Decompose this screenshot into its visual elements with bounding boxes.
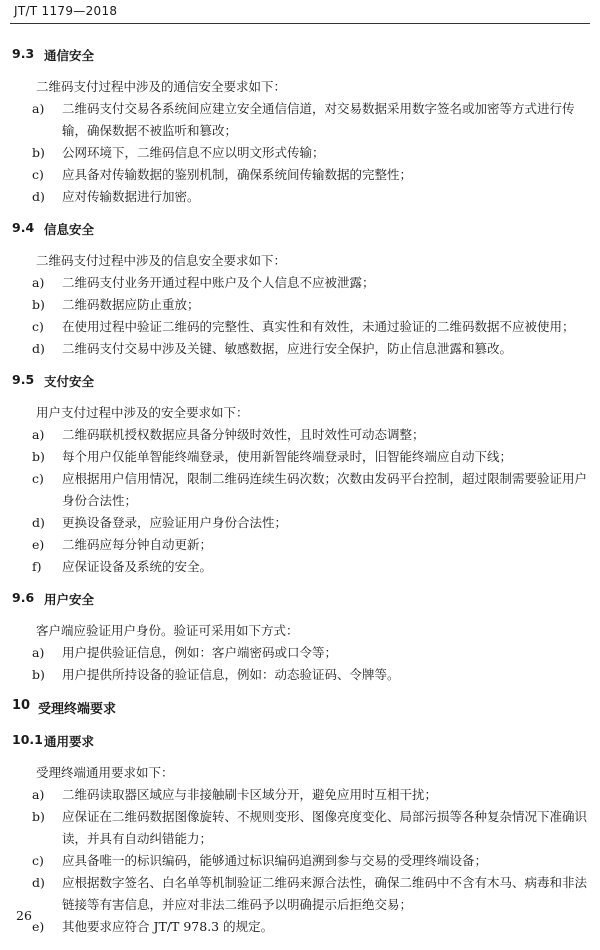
item-text: 二维码联机授权数据应具备分钟级时效性，且时效性可动态调整；	[62, 427, 425, 442]
chapter-heading-10	[0, 698, 600, 720]
section-title: 用户安全	[44, 592, 95, 607]
item-text: 二维码数据应防止重放；	[62, 297, 200, 312]
list-item	[0, 424, 600, 446]
section-intro: 二维码支付过程中涉及的信息安全要求如下：	[36, 253, 287, 268]
section-heading-9-4	[0, 220, 600, 240]
item-marker: c)	[32, 319, 44, 334]
document-code: JT/T 1179—2018	[14, 4, 118, 18]
requirement-list-9-5	[0, 424, 600, 578]
section-number: 9.5	[12, 372, 35, 387]
list-item	[0, 556, 600, 578]
section-intro: 用户支付过程中涉及的安全要求如下：	[36, 405, 249, 420]
section-intro: 二维码支付过程中涉及的通信安全要求如下：	[36, 79, 287, 94]
item-marker: a)	[32, 427, 45, 442]
item-text: 应根据用户信用情况，限制二维码连续生码次数；次数由发码平台控制，超过限制需要验证用户身份合法性；	[62, 471, 588, 508]
list-item	[0, 98, 600, 142]
item-marker: b)	[32, 667, 45, 682]
section-title: 支付安全	[44, 374, 95, 389]
requirement-list-9-6	[0, 642, 600, 686]
item-marker: e)	[32, 919, 45, 934]
item-text: 二维码应每分钟自动更新；	[62, 537, 213, 552]
chapter-title: 受理终端要求	[38, 702, 117, 717]
item-text: 二维码读取器区域应与非接触刷卡区域分开，避免应用时互相干扰；	[62, 787, 438, 802]
item-text: 每个用户仅能单智能终端登录，使用新智能终端登录时，旧智能终端应自动下线；	[62, 449, 513, 464]
section-intro: 受理终端通用要求如下：	[36, 765, 174, 780]
item-marker: d)	[32, 875, 45, 890]
item-marker: d)	[32, 341, 45, 356]
item-marker: f)	[32, 559, 42, 574]
section-heading-9-6	[0, 590, 600, 610]
section-number: 9.6	[12, 590, 35, 605]
list-item	[0, 872, 600, 916]
item-marker: b)	[32, 449, 45, 464]
list-item	[0, 272, 600, 294]
item-marker: a)	[32, 645, 45, 660]
section-heading-9-3	[0, 46, 600, 66]
item-marker: d)	[32, 515, 45, 530]
list-item	[0, 806, 600, 850]
item-text: 公网环境下，二维码信息不应以明文形式传输；	[62, 145, 325, 160]
item-marker: a)	[32, 787, 45, 802]
item-marker: b)	[32, 145, 45, 160]
item-marker: c)	[32, 471, 44, 486]
document-body	[0, 46, 600, 950]
section-title: 通信安全	[44, 48, 95, 63]
requirement-list-10-1	[0, 784, 600, 938]
page-number: 26	[16, 908, 32, 923]
item-marker: a)	[32, 101, 45, 116]
section-number: 10.1	[12, 732, 43, 747]
list-item	[0, 142, 600, 164]
list-item	[0, 664, 600, 686]
section-heading-9-5	[0, 372, 600, 392]
requirement-list-9-3	[0, 98, 600, 208]
section-title: 信息安全	[44, 222, 95, 237]
item-marker: c)	[32, 853, 44, 868]
header-rule	[10, 23, 590, 24]
item-marker: c)	[32, 167, 44, 182]
list-item	[0, 294, 600, 316]
item-text: 其他要求应符合 JT/T 978.3 的规定。	[62, 919, 274, 934]
list-item	[0, 642, 600, 664]
item-text: 二维码支付交易中涉及关键、敏感数据，应进行安全保护，防止信息泄露和篡改。	[62, 341, 513, 356]
item-text: 二维码支付交易各系统间应建立安全通信信道，对交易数据采用数字签名或加密等方式进行传输，确保数据不被监听和篡改；	[62, 101, 575, 138]
requirement-list-9-4	[0, 272, 600, 360]
section-number: 9.4	[12, 220, 35, 235]
list-item	[0, 512, 600, 534]
section-intro: 客户端应验证用户身份。验证可采用如下方式：	[36, 623, 299, 638]
chapter-number: 10	[12, 698, 31, 713]
list-item	[0, 534, 600, 556]
item-marker: b)	[32, 297, 45, 312]
section-heading-10-1	[0, 732, 600, 752]
item-text: 更换设备登录，应验证用户身份合法性；	[62, 515, 288, 530]
item-text: 用户提供所持设备的验证信息，例如：动态验证码、令牌等。	[62, 667, 400, 682]
item-text: 二维码支付业务开通过程中账户及个人信息不应被泄露；	[62, 275, 375, 290]
item-text: 应保证设备及系统的安全。	[62, 559, 213, 574]
list-item	[0, 186, 600, 208]
item-marker: b)	[32, 809, 45, 824]
section-title: 通用要求	[44, 734, 95, 749]
list-item	[0, 338, 600, 360]
list-item	[0, 850, 600, 872]
list-item	[0, 164, 600, 186]
item-text: 应对传输数据进行加密。	[62, 189, 200, 204]
item-marker: e)	[32, 537, 45, 552]
item-marker: d)	[32, 189, 45, 204]
item-text: 应保证在二维码数据图像旋转、不规则变形、图像亮度变化、局部污损等各种复杂情况下准确识读，并具有自动纠错能力；	[62, 809, 588, 846]
list-item	[0, 446, 600, 468]
section-number: 9.3	[12, 46, 35, 61]
list-item	[0, 784, 600, 806]
item-text: 应具备对传输数据的鉴别机制，确保系统间传输数据的完整性；	[62, 167, 413, 182]
item-text: 在使用过程中验证二维码的完整性、真实性和有效性，未通过验证的二维码数据不应被使用；	[62, 319, 575, 334]
item-text: 用户提供验证信息，例如：客户端密码或口令等；	[62, 645, 338, 660]
item-marker: a)	[32, 275, 45, 290]
list-item	[0, 468, 600, 512]
list-item	[0, 316, 600, 338]
item-text: 应具备唯一的标识编码，能够通过标识编码追溯到参与交易的受理终端设备；	[62, 853, 488, 868]
list-item	[0, 916, 600, 938]
item-text: 应根据数字签名、白名单等机制验证二维码来源合法性，确保二维码中不含有木马、病毒和非法链接等有害信息，并应对非法二维码予以明确提示后拒绝交易；	[62, 875, 588, 912]
